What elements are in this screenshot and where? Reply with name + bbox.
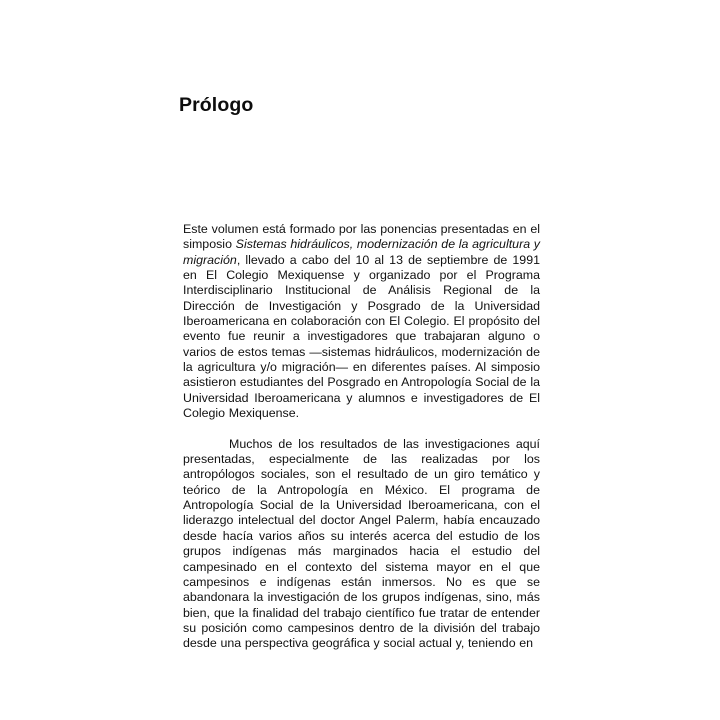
body-text-column [183, 222, 540, 652]
page-title: Prólogo [179, 94, 254, 117]
paragraph-1 [183, 222, 540, 421]
paragraph-2 [183, 437, 540, 652]
paragraph-2-run-0: Muchos de los resultados de las investigaciones aquí presentadas, especialmente de las realizadas por los antropólogos sociales, son el resultado de un giro temático y teórico de la Antropología en México. El programa de Antropología Social de la Universidad Iberoamericana, con el liderazgo intelectual del doctor Angel Palerm, había encauzado desde hacía varios años su interés acerca del estudio de los grupos indígenas más marginados hacia el estudio del campesinado en el contexto del sistema mayor en el que campesinos e indígenas están inmersos. No es que se abandonara la investigación de los grupos indígenas, sino, más bien, que la finalidad del trabajo científico fue tratar de entender su posición como campesinos dentro de la división del trabajo desde una perspectiva geográfica y social actual y, teniendo en [183, 436, 540, 651]
paragraph-1-run-1: Sistemas hidráulicos, modernización de la agricultura y migración [183, 237, 540, 267]
paragraph-1-run-2: , llevado a cabo del 10 al 13 de septiembre de 1991 en El Colegio Mexiquense y organizado por el Programa Interdisciplinario Institucional de Análisis Regional de la Dirección de Investigación y Posgrado de la Universidad Iberoamericana en colaboración con El Colegio. El propósito del evento fue reunir a investigadores que trabajaran alguno o varios de estos temas —sistemas hidráulicos, modernización de la agricultura y/o migración— en diferentes países. Al simposio asistieron estudiantes del Posgrado en Antropología Social de la Universidad Iberoamericana y alumnos e investigadores de El Colegio Mexiquense. [183, 252, 540, 421]
paragraph-1-run-0: Este volumen está formado por las ponencias presentadas en el simposio [183, 222, 540, 252]
